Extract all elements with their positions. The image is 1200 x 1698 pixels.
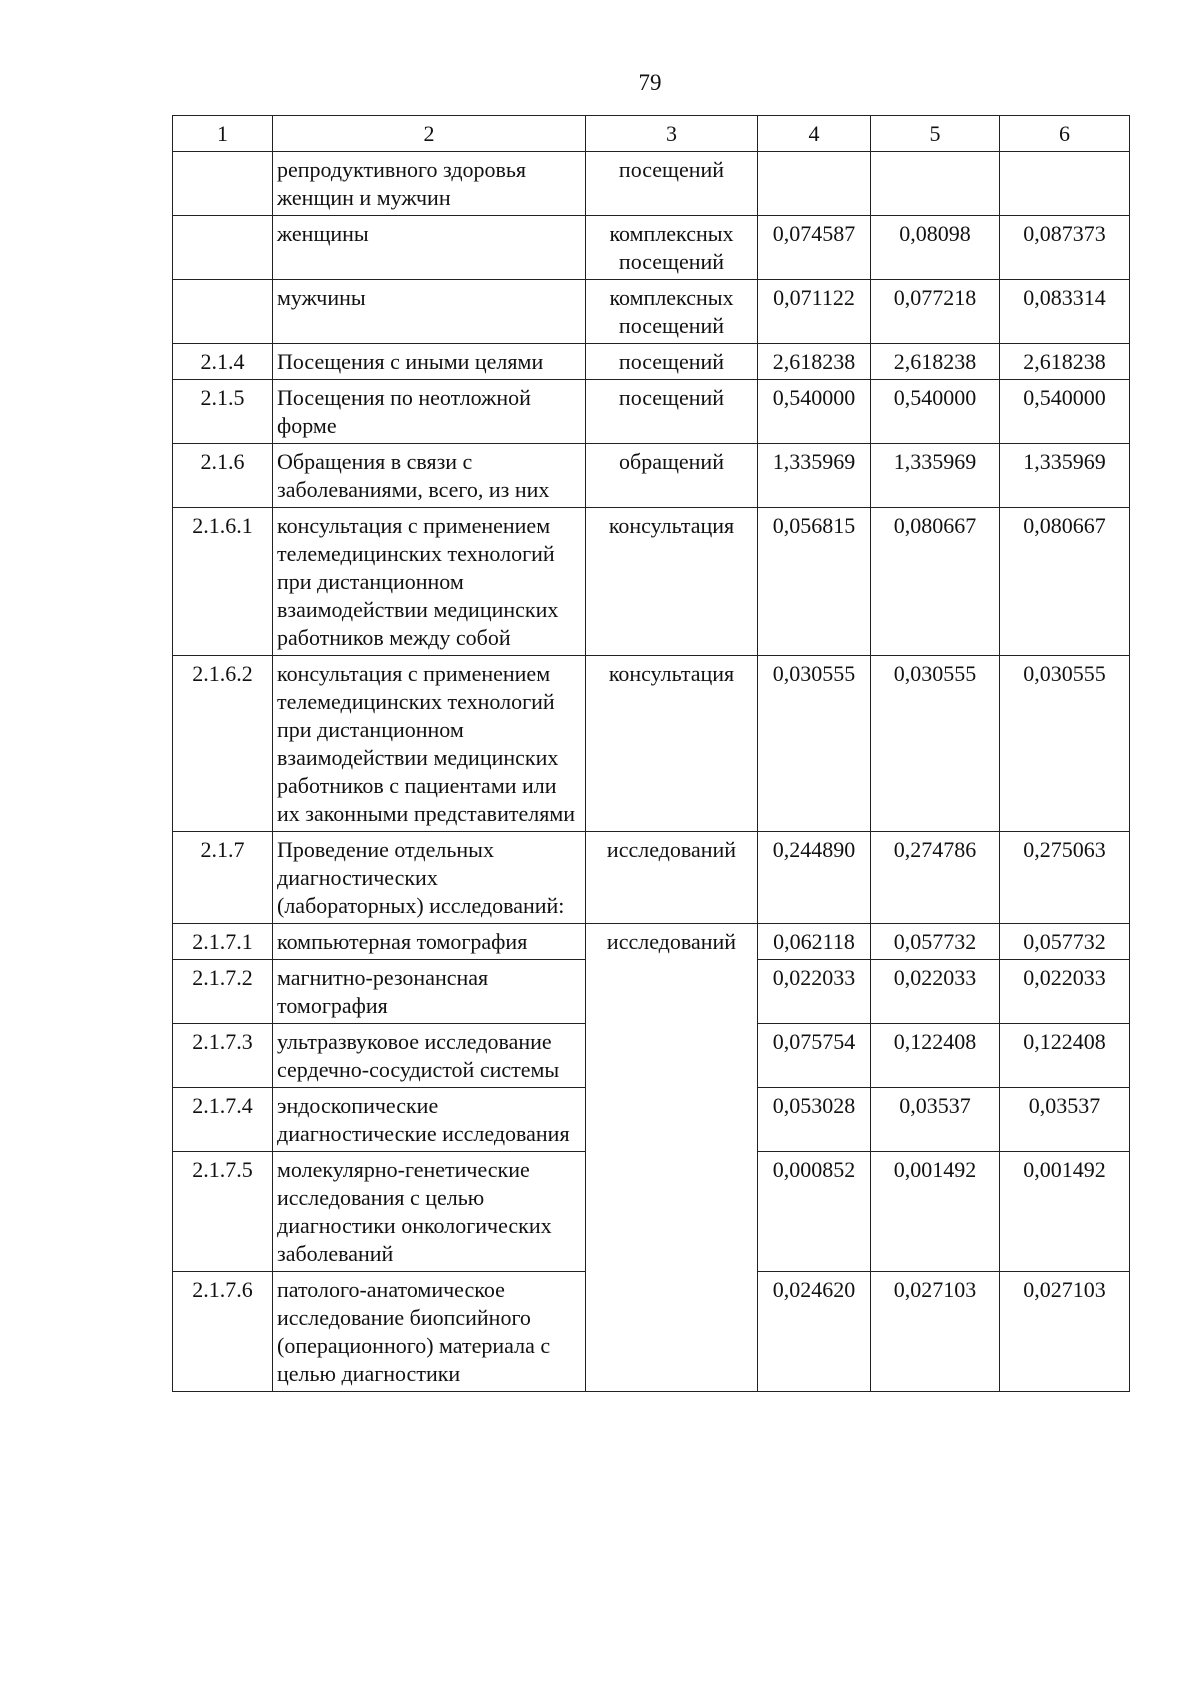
row-number: 2.1.7.2 — [173, 960, 273, 1024]
col-header-5: 5 — [871, 116, 1000, 152]
row-unit: исследований — [586, 832, 758, 924]
row-name: Посещения с иными целями — [273, 344, 586, 380]
value-col-4: 0,062118 — [758, 924, 871, 960]
table-row — [173, 656, 1130, 832]
value-col-6: 0,001492 — [1000, 1152, 1130, 1272]
page-number: 79 — [638, 70, 662, 95]
row-number — [173, 216, 273, 280]
row-name: Обращения в связи с заболеваниями, всего, из них — [273, 444, 586, 508]
table-row — [173, 508, 1130, 656]
value-col-5: 0,274786 — [871, 832, 1000, 924]
value-col-4: 0,056815 — [758, 508, 871, 656]
table-row — [173, 444, 1130, 508]
value-col-5: 0,057732 — [871, 924, 1000, 960]
row-name: Посещения по неотложной форме — [273, 380, 586, 444]
row-number: 2.1.6 — [173, 444, 273, 508]
row-name: Проведение отдельных диагностических (лабораторных) исследований: — [273, 832, 586, 924]
value-col-6: 0,275063 — [1000, 832, 1130, 924]
row-unit: посещений — [586, 380, 758, 444]
table-row — [173, 380, 1130, 444]
value-col-4: 0,024620 — [758, 1272, 871, 1392]
row-name: компьютерная томография — [273, 924, 586, 960]
header-row — [173, 116, 1130, 152]
value-col-4: 0,074587 — [758, 216, 871, 280]
value-col-6: 0,080667 — [1000, 508, 1130, 656]
row-name: эндоскопические диагностические исследования — [273, 1088, 586, 1152]
row-name: репродуктивного здоровья женщин и мужчин — [273, 152, 586, 216]
row-unit: консультация — [586, 508, 758, 656]
value-col-4 — [758, 152, 871, 216]
table-row — [173, 152, 1130, 216]
row-name: магнитно-резонансная томография — [273, 960, 586, 1024]
table-row — [173, 924, 1130, 960]
value-col-4: 0,540000 — [758, 380, 871, 444]
row-name: мужчины — [273, 280, 586, 344]
value-col-4: 1,335969 — [758, 444, 871, 508]
row-unit: комплексных посещений — [586, 280, 758, 344]
value-col-4: 0,244890 — [758, 832, 871, 924]
value-col-5: 0,030555 — [871, 656, 1000, 832]
col-header-6: 6 — [1000, 116, 1130, 152]
table-row — [173, 832, 1130, 924]
value-col-4: 0,022033 — [758, 960, 871, 1024]
value-col-6: 0,087373 — [1000, 216, 1130, 280]
row-name: консультация с применением телемедицинских технологий при дистанционном взаимодействии медицинских работников с пациентами или их законными представителями — [273, 656, 586, 832]
row-number: 2.1.7.4 — [173, 1088, 273, 1152]
value-col-6: 0,057732 — [1000, 924, 1130, 960]
row-number: 2.1.7.5 — [173, 1152, 273, 1272]
row-unit: исследований — [586, 924, 758, 1392]
col-header-3: 3 — [586, 116, 758, 152]
row-number: 2.1.7.3 — [173, 1024, 273, 1088]
row-number: 2.1.5 — [173, 380, 273, 444]
col-header-1: 1 — [173, 116, 273, 152]
row-name: женщины — [273, 216, 586, 280]
value-col-5: 2,618238 — [871, 344, 1000, 380]
value-col-6: 0,022033 — [1000, 960, 1130, 1024]
data-table — [172, 115, 1130, 1392]
value-col-6: 0,122408 — [1000, 1024, 1130, 1088]
row-name: ультразвуковое исследование сердечно-сосудистой системы — [273, 1024, 586, 1088]
row-number: 2.1.7 — [173, 832, 273, 924]
row-number: 2.1.6.2 — [173, 656, 273, 832]
value-col-5: 0,122408 — [871, 1024, 1000, 1088]
value-col-6 — [1000, 152, 1130, 216]
row-unit: посещений — [586, 344, 758, 380]
value-col-6: 2,618238 — [1000, 344, 1130, 380]
value-col-6: 0,540000 — [1000, 380, 1130, 444]
row-unit: консультация — [586, 656, 758, 832]
row-unit: комплексных посещений — [586, 216, 758, 280]
col-header-4: 4 — [758, 116, 871, 152]
row-number: 2.1.4 — [173, 344, 273, 380]
value-col-6: 0,030555 — [1000, 656, 1130, 832]
row-number: 2.1.6.1 — [173, 508, 273, 656]
row-number — [173, 280, 273, 344]
row-number: 2.1.7.1 — [173, 924, 273, 960]
value-col-4: 0,030555 — [758, 656, 871, 832]
table-row — [173, 344, 1130, 380]
value-col-4: 0,075754 — [758, 1024, 871, 1088]
value-col-6: 0,027103 — [1000, 1272, 1130, 1392]
value-col-5: 0,08098 — [871, 216, 1000, 280]
value-col-4: 0,000852 — [758, 1152, 871, 1272]
row-number — [173, 152, 273, 216]
value-col-5: 1,335969 — [871, 444, 1000, 508]
value-col-4: 0,053028 — [758, 1088, 871, 1152]
value-col-5: 0,540000 — [871, 380, 1000, 444]
value-col-4: 2,618238 — [758, 344, 871, 380]
row-number: 2.1.7.6 — [173, 1272, 273, 1392]
value-col-6: 1,335969 — [1000, 444, 1130, 508]
row-name: молекулярно-генетические исследования с целью диагностики онкологических заболеваний — [273, 1152, 586, 1272]
row-unit: посещений — [586, 152, 758, 216]
value-col-5: 0,022033 — [871, 960, 1000, 1024]
value-col-5: 0,027103 — [871, 1272, 1000, 1392]
table-row — [173, 216, 1130, 280]
value-col-5: 0,03537 — [871, 1088, 1000, 1152]
row-unit: обращений — [586, 444, 758, 508]
row-name: патолого-анатомическое исследование биопсийного (операционного) материала с целью диагностики — [273, 1272, 586, 1392]
value-col-6: 0,083314 — [1000, 280, 1130, 344]
value-col-5: 0,080667 — [871, 508, 1000, 656]
row-name: консультация с применением телемедицинских технологий при дистанционном взаимодействии медицинских работников между собой — [273, 508, 586, 656]
value-col-4: 0,071122 — [758, 280, 871, 344]
value-col-5: 0,077218 — [871, 280, 1000, 344]
value-col-5: 0,001492 — [871, 1152, 1000, 1272]
table-row — [173, 280, 1130, 344]
value-col-5 — [871, 152, 1000, 216]
value-col-6: 0,03537 — [1000, 1088, 1130, 1152]
col-header-2: 2 — [273, 116, 586, 152]
